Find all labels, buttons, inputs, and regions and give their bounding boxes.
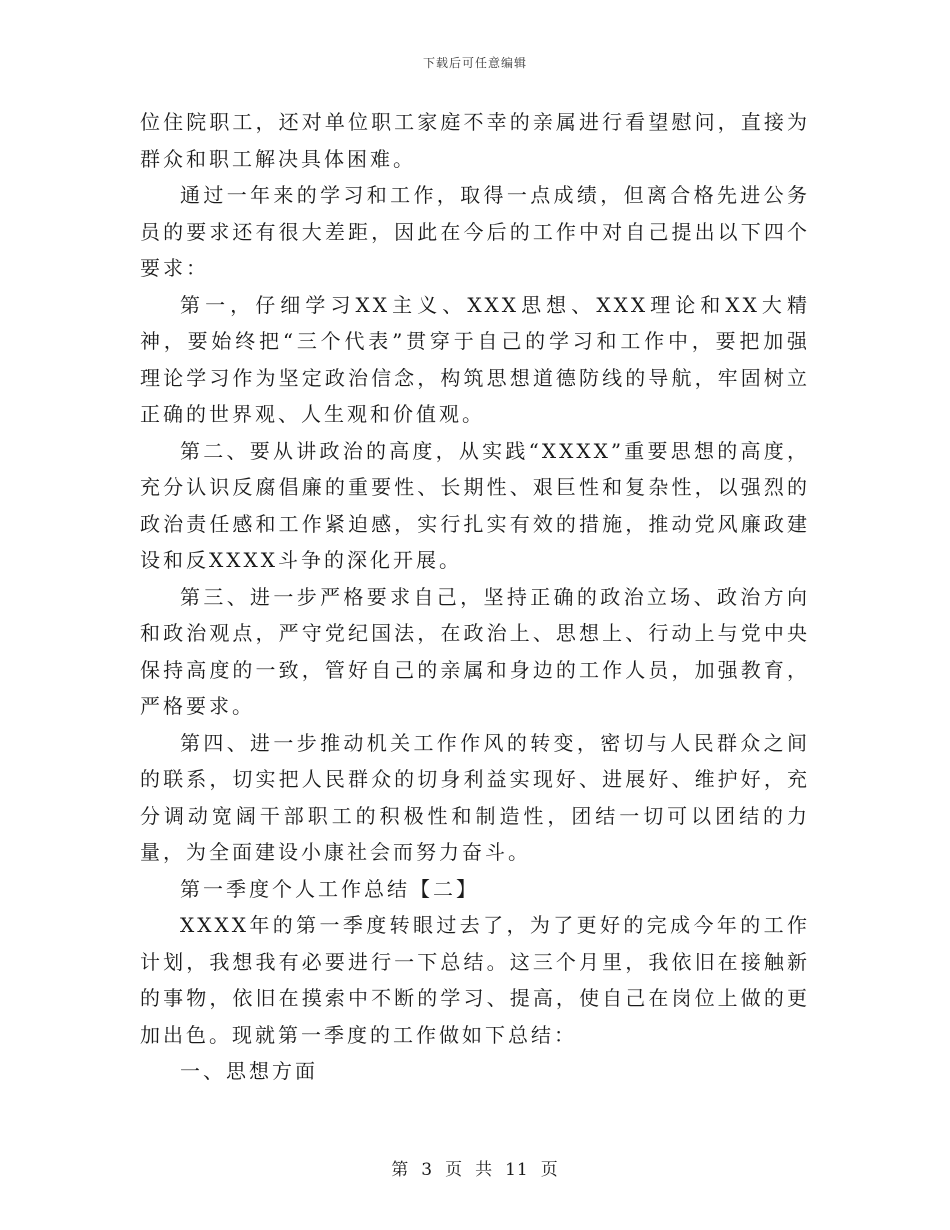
document-body — [140, 104, 810, 1090]
header-note: 下载后可任意编辑 — [422, 56, 527, 70]
paragraph: 第三、进一步严格要求自己，坚持正确的政治立场、政治方向和政治观点，严守党纪国法，在政治上、思想上、行动上与党中央保持高度的一致，管好自己的亲属和身边的工作人员，加强教育，严格要求。 — [140, 584, 810, 718]
paragraph: 第一，仔细学习XX主义、XXX思想、XXX理论和XX大精神，要始终把“三个代表”贯穿于自己的学习和工作中，要把加强理论学习作为坚定政治信念，构筑思想道德防线的导航，牢固树立正确的世界观、人生观和价值观。 — [140, 292, 810, 426]
total-pages-number: 11 — [505, 1160, 529, 1180]
current-page-number: 3 — [421, 1160, 434, 1180]
paragraph: 第四、进一步推动机关工作作风的转变，密切与人民群众之间的联系，切实把人民群众的切身利益实现好、进展好、维护好，充分调动宽阔干部职工的积极性和制造性，团结一切可以团结的力量，为全面建设小康社会而努力奋斗。 — [140, 730, 810, 864]
paragraph: 位住院职工，还对单位职工家庭不幸的亲属进行看望慰问，直接为群众和职工解决具体困难。 — [140, 110, 810, 171]
paragraph: 通过一年来的学习和工作，取得一点成绩，但离合格先进公务员的要求还有很大差距，因此在今后的工作中对自己提出以下四个要求： — [140, 183, 810, 280]
paragraph: 第二、要从讲政治的高度，从实践“XXXX”重要思想的高度，充分认识反腐倡廉的重要性、长期性、艰巨性和复杂性，以强烈的政治责任感和工作紧迫感，实行扎实有效的措施，推动党风廉政建设和反XXXX斗争的深化开展。 — [140, 438, 810, 572]
footer-page-word: 页 — [445, 1160, 464, 1180]
footer-suffix: 页 — [540, 1160, 559, 1180]
page-footer — [0, 1155, 950, 1180]
subsection-heading: 一、思想方面 — [180, 1059, 318, 1083]
paragraph: XXXX年的第一季度转眼过去了，为了更好的完成今年的工作计划，我想我有必要进行一下总结。这三个月里，我依旧在接触新的事物，依旧在摸索中不断的学习、提高，使自己在岗位上做的更加出色。现就第一季度的工作做如下总结： — [140, 913, 810, 1047]
footer-prefix: 第 — [391, 1160, 410, 1180]
footer-total-word: 共 — [475, 1160, 494, 1180]
section-heading: 第一季度个人工作总结【二】 — [180, 876, 479, 901]
